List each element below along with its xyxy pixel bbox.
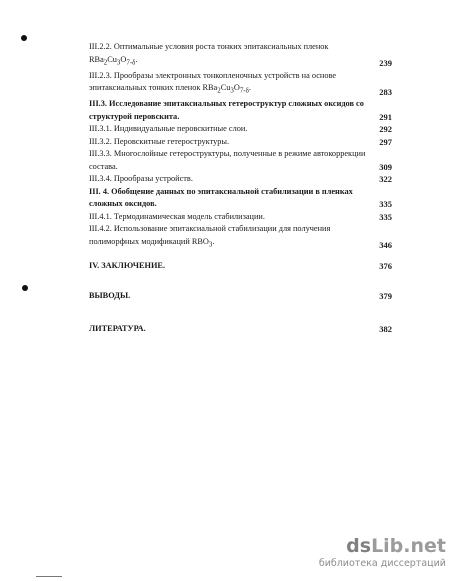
toc-entry-title: III.4.2. Использование эпитаксиальной стабилизации для получения полиморфных модификаций $RBO_3$.: [89, 224, 331, 249]
toc-section-title: ВЫВОДЫ.: [89, 291, 131, 301]
toc-entry-page: 335: [379, 199, 392, 210]
scan-edge-mark: [36, 576, 62, 577]
toc-entry-title: III.3. Исследование эпитаксиальных гетероструктур сложных оксидов со структурой перовскита.: [89, 99, 364, 121]
toc-section-page: 379: [379, 291, 392, 302]
watermark: [301, 536, 446, 569]
toc-section-page: 376: [379, 260, 392, 271]
toc-entry: [89, 223, 392, 252]
toc-section-references: [89, 323, 392, 336]
watermark-logo-lib: Lib.net: [371, 535, 446, 557]
toc-entry-page: 283: [379, 86, 392, 97]
toc-entry-title: III.3.1. Индивидуальные перовскитные слои.: [89, 124, 248, 134]
toc-entry-title: III. 4. Обобщение данных по эпитаксиальной стабилизации в пленках сложных оксидов.: [89, 186, 353, 209]
toc-entry-title: III.3.4. Прообразы устройств.: [89, 174, 193, 184]
watermark-tagline: библиотека диссертаций: [318, 558, 446, 569]
toc-section-page: 382: [379, 323, 392, 334]
toc-entry: [89, 211, 392, 224]
toc-entry: [89, 173, 392, 186]
toc-entry-page: 309: [379, 161, 392, 172]
toc-section-conclusions-list: [89, 290, 392, 303]
table-of-contents: [89, 41, 392, 335]
toc-entry: [89, 98, 392, 123]
toc-entry-page: 291: [379, 111, 392, 122]
toc-entry-page: 297: [379, 136, 392, 147]
toc-entry-title: III.2.3. Прообразы электронных тонкопленочных устройств на основе эпитаксиальных тонких пленок $RBa_2Cu_3O_{7-\delta}$.: [89, 70, 337, 95]
watermark-logo-ds: ds: [346, 535, 372, 557]
toc-entry-page: 322: [379, 174, 392, 185]
toc-entry: [89, 41, 392, 70]
toc-entry-title: III.4.1. Термодинамическая модель стабилизации.: [89, 211, 265, 221]
watermark-logo: [301, 536, 446, 556]
toc-entry: [89, 148, 392, 173]
toc-section-conclusion: [89, 260, 392, 273]
toc-entry: [89, 186, 392, 211]
binding-hole-middle: [22, 285, 28, 291]
toc-entry-page: 335: [379, 211, 392, 222]
toc-entry-title: III.3.3. Многослойные гетероструктуры, полученные в режиме автокоррекции состава.: [89, 149, 366, 171]
binding-hole-top: [21, 35, 27, 41]
toc-entry-page: 239: [379, 58, 392, 69]
toc-entry: [89, 123, 392, 136]
toc-entry-page: 292: [379, 124, 392, 135]
toc-entry: [89, 136, 392, 149]
toc-subsections: [89, 41, 392, 252]
toc-section-title: ЛИТЕРАТУРА.: [89, 323, 146, 333]
toc-entry-page: 346: [379, 240, 392, 251]
toc-entry-title: III.2.2. Оптимальные условия роста тонких эпитаксиальных пленок $RBa_2Cu_3O_{7-\delta}$.: [89, 42, 329, 67]
toc-section-title: IV. ЗАКЛЮЧЕНИЕ.: [89, 260, 166, 270]
toc-entry: [89, 70, 392, 99]
toc-entry-title: III.3.2. Перовскитные гетероструктуры.: [89, 136, 230, 146]
